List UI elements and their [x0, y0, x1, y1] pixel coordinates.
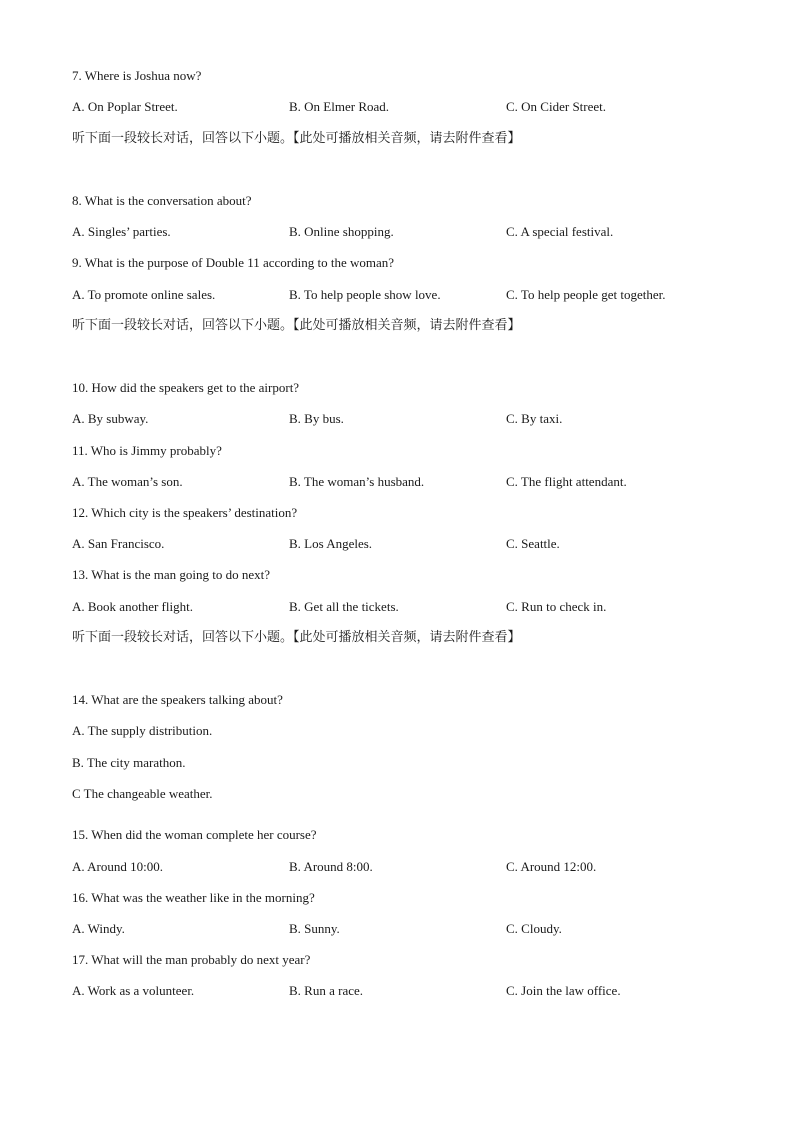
question-12: 12. Which city is the speakers’ destination?: [72, 505, 298, 520]
q11-option-c: C. The flight attendant.: [506, 474, 627, 489]
q8-option-a: A. Singles’ parties.: [72, 224, 171, 239]
q10-option-b: B. By bus.: [289, 411, 344, 426]
q15-option-b: B. Around 8:00.: [289, 859, 373, 874]
question-13: 13. What is the man going to do next?: [72, 567, 270, 582]
section-instruction-3: 听下面一段较长对话，回答以下小题。【此处可播放相关音频，请去附件查看】: [72, 630, 521, 645]
question-17: 17. What will the man probably do next year?: [72, 952, 311, 967]
q14-option-a: A. The supply distribution.: [72, 723, 213, 738]
q10-option-c: C. By taxi.: [506, 411, 563, 426]
question-15: 15. When did the woman complete her course?: [72, 827, 317, 842]
q15-option-a: A. Around 10:00.: [72, 859, 163, 874]
question-14: 14. What are the speakers talking about?: [72, 692, 283, 707]
q12-option-c: C. Seattle.: [506, 536, 560, 551]
q10-option-a: A. By subway.: [72, 411, 149, 426]
section-instruction-2: 听下面一段较长对话，回答以下小题。【此处可播放相关音频，请去附件查看】: [72, 318, 521, 333]
q9-option-b: B. To help people show love.: [289, 287, 441, 302]
section-instruction-1: 听下面一段较长对话，回答以下小题。【此处可播放相关音频，请去附件查看】: [72, 131, 521, 146]
q12-option-b: B. Los Angeles.: [289, 536, 373, 551]
q16-option-c: C. Cloudy.: [506, 921, 562, 936]
q13-option-b: B. Get all the tickets.: [289, 599, 399, 614]
q8-option-c: C. A special festival.: [506, 224, 614, 239]
q11-option-a: A. The woman’s son.: [72, 474, 183, 489]
q12-option-a: A. San Francisco.: [72, 536, 165, 551]
q7-option-b: B. On Elmer Road.: [289, 99, 390, 114]
q7-option-c: C. On Cider Street.: [506, 99, 607, 114]
question-7: 7. Where is Joshua now?: [72, 68, 202, 83]
q15-option-c: C. Around 12:00.: [506, 859, 597, 874]
q8-option-b: B. Online shopping.: [289, 224, 394, 239]
q13-option-c: C. Run to check in.: [506, 599, 607, 614]
question-9: 9. What is the purpose of Double 11 according to the woman?: [72, 255, 395, 270]
q16-option-b: B. Sunny.: [289, 921, 340, 936]
question-16: 16. What was the weather like in the morning?: [72, 890, 315, 905]
q13-option-a: A. Book another flight.: [72, 599, 193, 614]
q17-option-a: A. Work as a volunteer.: [72, 983, 195, 998]
q11-option-b: B. The woman’s husband.: [289, 474, 425, 489]
question-10: 10. How did the speakers get to the airport?: [72, 380, 300, 395]
q14-option-c: C The changeable weather.: [72, 786, 213, 801]
q7-option-a: A. On Poplar Street.: [72, 99, 178, 114]
q14-option-b: B. The city marathon.: [72, 755, 186, 770]
question-8: 8. What is the conversation about?: [72, 193, 252, 208]
q17-option-b: B. Run a race.: [289, 983, 364, 998]
q9-option-c: C. To help people get together.: [506, 287, 666, 302]
q9-option-a: A. To promote online sales.: [72, 287, 216, 302]
question-11: 11. Who is Jimmy probably?: [72, 443, 222, 458]
q16-option-a: A. Windy.: [72, 921, 125, 936]
q17-option-c: C. Join the law office.: [506, 983, 621, 998]
